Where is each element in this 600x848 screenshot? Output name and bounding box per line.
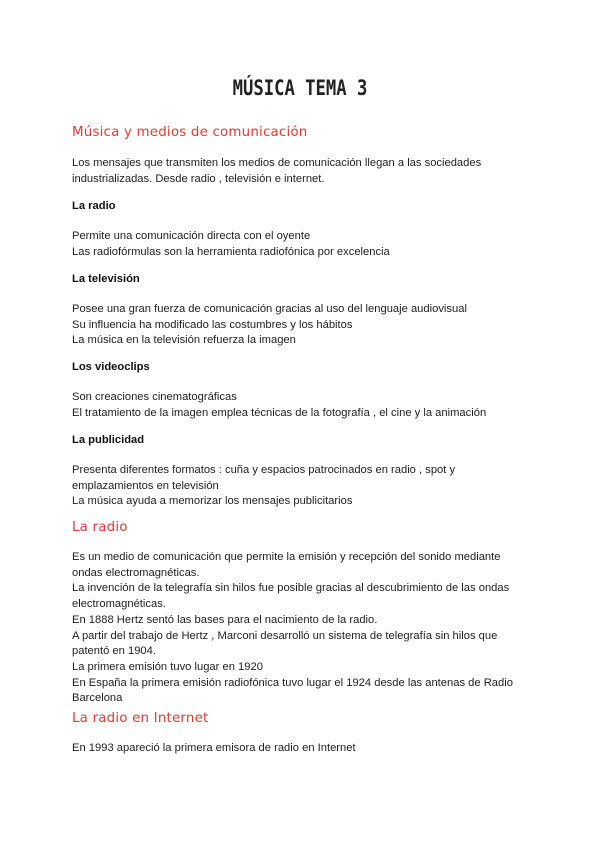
text-line: En España la primera emisión radiofónica tuvo lugar el 1924 desde las antenas de Radio	[72, 676, 513, 689]
text-line: Es un medio de comunicación que permite la emisión y recepción del sonido mediante	[72, 551, 501, 563]
subheading-videoclips: Los videoclips	[72, 361, 150, 373]
text-line: electromagnéticas.	[72, 598, 166, 611]
radio-paragraph	[72, 229, 542, 260]
text-line: industrializadas. Desde radio , televisión e internet.	[72, 172, 325, 185]
text-line: Su influencia ha modificado las costumbres y los hábitos	[72, 318, 353, 331]
text-line: Permite una comunicación directa con el oyente	[72, 230, 311, 242]
videoclips-paragraph	[72, 390, 542, 421]
text-line: La música ayuda a memorizar los mensajes publicitarios	[72, 495, 353, 508]
text-line: Las radiofórmulas son la herramienta radiofónica por excelencia	[72, 245, 390, 258]
text-line: El tratamiento de la imagen emplea técnicas de la fotografía , el cine y la animación	[72, 406, 487, 419]
text-line: Son creaciones cinematográficas	[72, 391, 237, 403]
text-line: En 1888 Hertz sentó las bases para el nacimiento de la radio.	[72, 613, 378, 626]
text-line: La invención de la telegrafía sin hilos fue posible gracias al descubrimiento de las ondas	[72, 582, 510, 595]
section-heading-radio: La radio	[72, 520, 128, 535]
text-line: emplazamientos en televisión	[72, 479, 219, 492]
text-line: Los mensajes que transmiten los medios de comunicación llegan a las sociedades	[72, 157, 482, 169]
text-line: La primera emisión tuvo lugar en 1920	[72, 660, 263, 673]
text-line: Posee una gran fuerza de comunicación gracias al uso del lenguaje audiovisual	[72, 303, 467, 315]
television-paragraph	[72, 302, 542, 349]
text-line: ondas electromagnéticas.	[72, 566, 200, 579]
section-heading-radio-internet: La radio en Internet	[72, 711, 209, 726]
subheading-television: La televisión	[72, 273, 140, 285]
subheading-radio: La radio	[72, 200, 116, 212]
text-line: patentó en 1904.	[72, 645, 156, 658]
text-line: Barcelona	[72, 692, 123, 705]
radio-history-paragraph	[72, 550, 542, 707]
page-title: MÚSICA TEMA 3	[232, 76, 368, 100]
text-line: En 1993 apareció la primera emisora de radio en Internet	[72, 742, 356, 754]
subheading-publicidad: La publicidad	[72, 434, 145, 446]
section-heading-media: Música y medios de comunicación	[72, 125, 308, 140]
intro-paragraph	[72, 156, 542, 187]
text-line: Presenta diferentes formatos : cuña y espacios patrocinados en radio , spot y	[72, 464, 456, 476]
text-line: La música en la televisión refuerza la imagen	[72, 334, 296, 347]
text-line: A partir del trabajo de Hertz , Marconi desarrolló un sistema de telegrafía sin hilos que	[72, 629, 498, 642]
radio-internet-paragraph	[72, 741, 542, 757]
publicidad-paragraph	[72, 463, 542, 510]
